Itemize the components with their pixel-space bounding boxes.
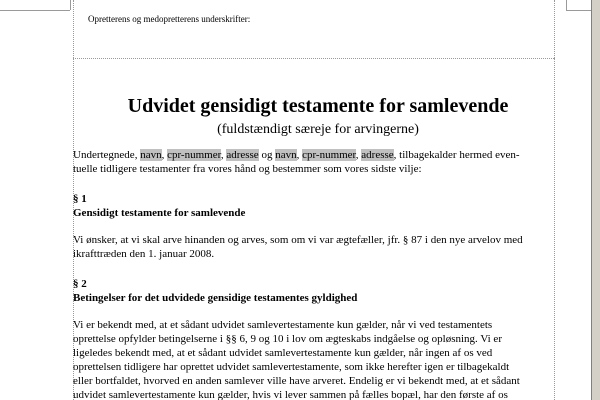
section-2-line: oprettelse opfylder betingelserne i §§ 6, 9 og 10 i lov om ægteskabs indgåelse og opløsning. Vi er [73,333,502,345]
field-adresse-2[interactable]: adresse [361,149,394,161]
corner-mark-right-v [566,0,567,10]
document-body[interactable] [73,94,563,400]
intro-tail: , tilbagekalder hermed even- [393,149,520,161]
section-2-line: udvidet samlevertestamente kun gælder, hvis vi lever sammen på fælles bopæl, har den første af os [73,389,508,400]
intro-sep: , [161,149,168,161]
section-2-line: ligeledes bekendt med, at et sådant udvidet samlevertestamente kun gælder, når ingen af os ved [73,347,493,359]
corner-mark-left [0,10,70,11]
intro-sep: , [355,149,362,161]
vertical-scrollbar[interactable] [591,0,600,400]
field-cpr-1[interactable]: cpr-nummer [167,149,221,161]
document-subtitle: (fuldstændigt særeje for arvingerne) [217,122,419,137]
section-2-line: oprettelsen tidligere har oprettet udvidet samlevertestamente, som ikke herefter igen er tilbagekaldt [73,361,510,373]
field-cpr-2[interactable]: cpr-nummer [302,149,356,161]
section-1-line-1: Vi ønsker, at vi skal arve hinanden og arves, som om vi var ægtefæller, jfr. § 87 i den nye arvelov med [73,234,523,246]
document-title: Udvidet gensidigt testamente for samlevende [127,95,509,117]
section-1-number: § 1 [73,193,87,205]
intro-sep: , [296,149,303,161]
section-1-heading: Gensidigt testamente for samlevende [73,207,246,219]
intro-paragraph [73,148,563,162]
field-navn-2[interactable]: navn [275,149,297,161]
intro-lead: Undertegnede, [73,149,141,161]
section-2-heading: Betingelser for det udvidede gensidige testamentes gyldighed [73,292,358,304]
section-2-number: § 2 [73,278,87,290]
signature-label: Opretterens og medopretterens underskrifter: [88,14,251,24]
intro-sep: , [220,149,227,161]
text-boundary-left-top [73,0,74,58]
corner-mark-left-v [70,0,71,10]
header-boundary [73,58,554,59]
field-adresse-1[interactable]: adresse [226,149,259,161]
intro-line-2: tuelle tidligere testamenter fra vores hånd og bestemmer som vores sidste vilje: [73,163,422,175]
intro-sep: og [258,149,276,161]
section-2-line: eller bortfaldet, hvorved en anden samlever ville have arveret. Endelig er vi bekendt med, at et sådant [73,375,520,387]
text-boundary-right-top [554,0,555,58]
field-navn-1[interactable]: navn [140,149,162,161]
section-1-line-2: ikrafttræden den 1. januar 2008. [73,248,215,260]
corner-mark-right [566,10,592,11]
section-2-line: Vi er bekendt med, at et sådant udvidet samlevertestamente kun gælder, når vi ved testamentets [73,319,493,331]
